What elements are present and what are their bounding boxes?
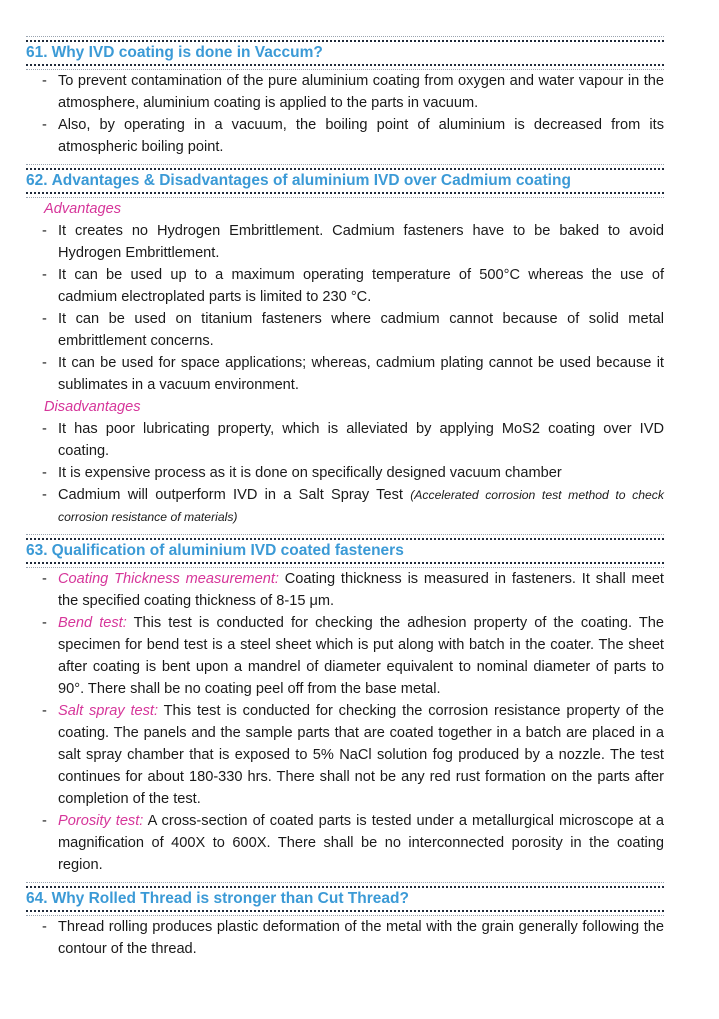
tests-list [26,568,664,876]
item-text: It can be used for space applications; whereas, cadmium plating cannot be used because it sublimates in a vacuum environment. [58,355,664,393]
dash-bullet: - [42,117,47,133]
section-heading [26,538,664,564]
section-63 [26,538,664,876]
section-number: 62. [26,172,48,189]
disadvantages-label: Disadvantages [44,399,141,415]
bullet-list [26,916,664,960]
item-text: Cadmium will outperform IVD in a Salt Spray Test [58,487,411,503]
list-item [26,700,664,810]
dash-bullet: - [42,73,47,89]
item-text: It creates no Hydrogen Embrittlement. Cadmium fasteners have to be baked to avoid Hydrogen Embrittlement. [58,223,664,261]
item-lead: Coating Thickness measurement: [58,571,279,587]
item-text: It can be used on titanium fasteners where cadmium cannot because of solid metal embrittlement concerns. [58,311,664,349]
item-text: This test is conducted for checking the adhesion property of the coating. The specimen for bend test is a steel sheet which is put along with batch in the coater. The sheet after coating is bent upon a mandrel of diameter equivalent to nominal diameter of parts to 90°. There shall be no coating peel off from the base metal. [58,615,664,697]
item-text: It is expensive process as it is done on specifically designed vacuum chamber [58,465,562,481]
list-item [26,462,664,484]
dash-bullet: - [42,267,47,283]
section-heading [26,40,664,66]
section-title: Why IVD coating is done in Vaccum? [51,44,323,61]
item-note: (Accelerated corrosion test method to check corrosion resistance of materials) [58,488,664,524]
list-item [26,220,664,264]
dash-bullet: - [42,487,47,503]
dash-bullet: - [42,615,47,631]
section-number: 61. [26,44,48,61]
list-item [26,916,664,960]
section-title: Advantages & Disadvantages of aluminium IVD over Cadmium coating [51,172,571,189]
item-lead: Porosity test: [58,813,144,829]
item-lead: Salt spray test: [58,703,159,719]
dash-bullet: - [42,465,47,481]
item-text: This test is conducted for checking the corrosion resistance property of the coating. The panels and the sample parts that are coated together in a batch are placed in a salt spray chamber that is exposed to 5% NaCl solution fog produced by a nozzle. The test continues for about 180-330 hrs. There shall not be any red rust formation on the parts after completion of the test. [58,703,664,807]
list-item [26,114,664,158]
list-item [26,308,664,352]
item-text: It has poor lubricating property, which is alleviated by applying MoS2 coating over IVD coating. [58,421,664,459]
item-text: A cross-section of coated parts is tested under a metallurgical microscope at a magnification of 400X to 600X. There shall be no interconnected porosity in the coating region. [58,813,664,873]
item-text: Coating thickness is measured in fasteners. It shall meet the specified coating thickness of 8-15 μm. [58,571,664,609]
list-item [26,70,664,114]
dash-bullet: - [42,355,47,371]
dash-bullet: - [42,813,47,829]
list-item [26,418,664,462]
item-lead: Bend test: [58,615,127,631]
dash-bullet: - [42,703,47,719]
list-item [26,612,664,700]
list-item [26,264,664,308]
advantages-label: Advantages [44,201,122,217]
bullet-list [26,70,664,158]
section-heading [26,886,664,912]
disadvantages-list [26,418,664,528]
section-title: Qualification of aluminium IVD coated fasteners [51,542,404,559]
dash-bullet: - [42,311,47,327]
section-64 [26,886,664,960]
item-text: It can be used up to a maximum operating temperature of 500°C whereas the use of cadmium electroplated parts is limited to 230 °C. [58,267,664,305]
section-number: 64. [26,890,48,907]
dash-bullet: - [42,223,47,239]
document-content [26,40,664,960]
section-61 [26,40,664,158]
item-text: Also, by operating in a vacuum, the boiling point of aluminium is decreased from its atmospheric boiling point. [58,117,664,155]
item-text: Thread rolling produces plastic deformation of the metal with the grain generally following the contour of the thread. [58,919,664,957]
item-text: To prevent contamination of the pure aluminium coating from oxygen and water vapour in the atmosphere, aluminium coating is applied to the parts in vacuum. [58,73,664,111]
list-item [26,484,664,528]
dash-bullet: - [42,421,47,437]
list-item [26,568,664,612]
section-62 [26,168,664,528]
section-number: 63. [26,542,48,559]
section-heading [26,168,664,194]
list-item [26,810,664,876]
section-title: Why Rolled Thread is stronger than Cut Thread? [51,890,409,907]
dash-bullet: - [42,919,47,935]
advantages-list [26,220,664,396]
dash-bullet: - [42,571,47,587]
list-item [26,352,664,396]
